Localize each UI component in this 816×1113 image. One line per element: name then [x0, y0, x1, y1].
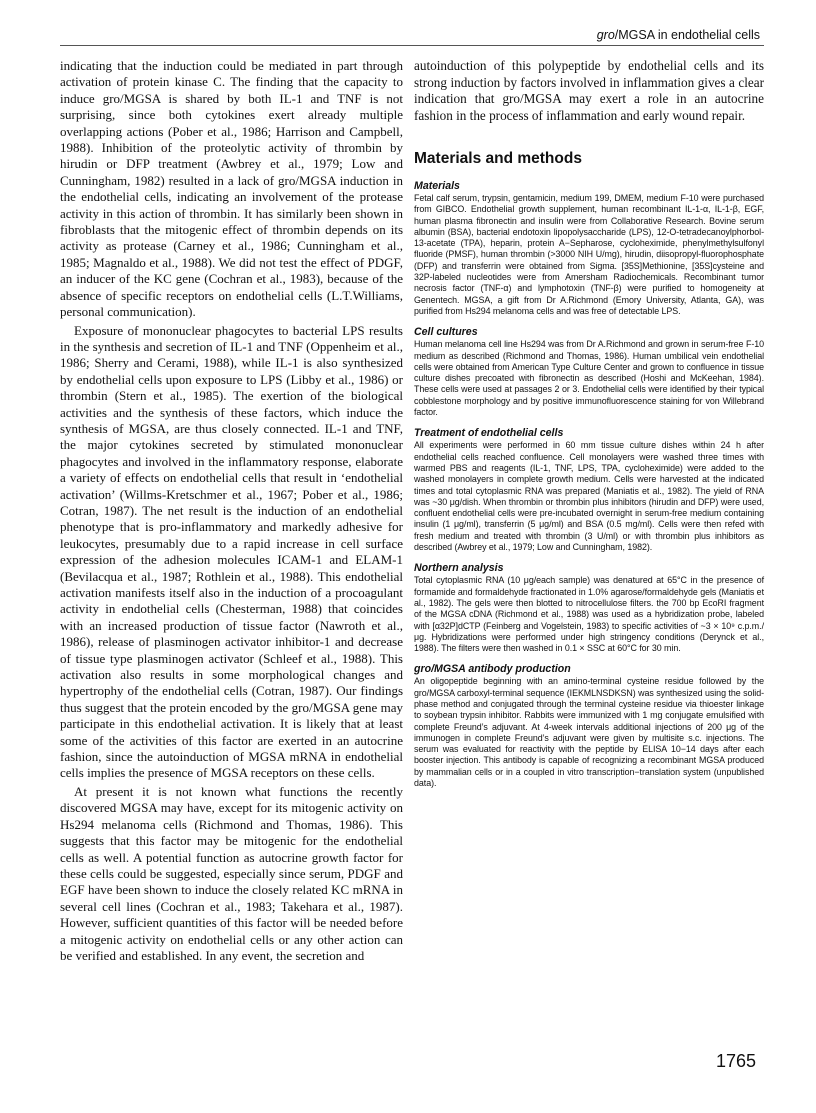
subsection-heading: Cell cultures [414, 326, 478, 339]
lead-paragraph: autoinduction of this polypeptide by endothelial cells and its strong induction by factors involved in inflammation gives a clear indication that gro/MGSA may exert a role in an autocrine fashion in the process of inflammation and early wound repair. [414, 58, 764, 123]
left-column [60, 58, 403, 964]
running-head [597, 28, 760, 42]
subsection-heading: Materials [414, 180, 460, 192]
subsection-heading: gro/MGSA antibody production [414, 663, 571, 676]
paragraph: At present it is not known what functions the recently discovered MGSA may have, except for its mitogenic activity on Hs294 melanoma cells (Richmond and Thomas, 1986). This suggests that this factor may be mitogenic for the endothelial cells as well. A potential function as autocrine growth factor for these cells could be suggested, especially since serum, PDGF and EGF have been shown to induce the closely related KC mRNA in several cell lines (Cochran et al., 1983; Takehara et al., 1987). However, sufficient quantities of this factor will be needed before a mitogenic activity on endothelial cells or any other action can be verified and established. In any event, the secretion and [60, 783, 403, 963]
running-head-rest: /MGSA in endothelial cells [614, 28, 760, 42]
header-rule [60, 45, 764, 46]
running-head-italic: gro [596, 28, 615, 42]
subsection-text: All experiments were performed in 60 mm tissue culture dishes within 24 h after endothelial cells reached confluence. Cell monolayers were washed three times with warmed PBS and reagents (IL-1, TNF, LPS, TPA, cycloheximide) were added to the washed monolayers in complete growth medium. Cells were harvested at the indicated times and total cytoplasmic RNA was prepared (Maniatis et al., 1982). The yield of RNA was ~30 μg/dish. When thrombin or thrombin plus inhibitors (hirudin and DFP) were used, confluent endothelial cells were pre-incubated overnight in serum-free medium containing insulin (1 μg/ml), transferrin (5 μg/ml) and BSA (0.5 mg/ml). Cells were then refed with fresh medium and treated with thrombin (3 U/ml) or with thrombin plus inhibitors as described (Awbrey et al., 1979; Low and Cunningham, 1982). [414, 440, 764, 553]
subsection-text: Human melanoma cell line Hs294 was from Dr A.Richmond and grown in serum-free F-10 medium as described (Richmond and Thomas, 1986). Human umbilical vein endothelial cells were obtained from American Type Culture Center and grown to confluence in tissue culture dishes precoated with fibronectin as described (Hoshi and McKeehan, 1984). These cells were used at passages 2 or 3. Endothelial cells were identified by their typical cobblestone morphology and by positive immunofluorescence staining for von Willebrand factor. [414, 339, 764, 418]
right-column [414, 58, 764, 789]
paragraph: Exposure of mononuclear phagocytes to bacterial LPS results in the synthesis and secretion of IL-1 and TNF (Oppenheim et al., 1986; Sherry and Cerami, 1988), while IL-1 is also synthesized by endothelial cells upon exposure to LPS (Libby et al., 1986) or thrombin (Stern et al., 1985). The exertion of the biological activities and the synthesis of these factors, which induce the synthesis of MGSA, are thus closely connected. IL-1 and TNF, the major cytokines secreted by stimulated mononuclear phagocytes and involved in the inflammatory response, elaborate a variety of effects on endothelial cells that result in ‘endothelial activation’ (Willms-Kretschmer et al., 1967; Pober et al., 1986; Cotran, 1987). The net result is the induction of an endothelial phenotype that is pro-inflammatory and markedly adhesive for leukocytes, presumably due to a rapid increase in cell surface expression of the adhesion molecules ICAM-1 and ELAM-1 (Bevilacqua et al., 1987; Rothlein et al., 1988). This endothelial activation manifests itself also in the induction of a procoagulant activity in endothelial cells (Chesterman, 1988) that coincides with an increased production of tissue factor (Nawroth et al., 1986), release of plasminogen activator inhibitor-1 and decrease of tissue type plasminogen activator (Schleef et al., 1988). This activation also results in some morphological changes and hypertrophy of the endothelial cells (Cotran, 1987). Our findings thus suggest that the protein encoded by the gro/MGSA gene may participate in this endothelial activation. It is likely that at least some of the activities of this factor are exerted in an autocrine fashion, since the autoinduction of MGSA mRNA in endothelial cells implies the presence of MGSA receptors on these cells. [60, 322, 403, 781]
subsection-heading: Northern analysis [414, 562, 504, 575]
subsection-text: An oligopeptide beginning with an amino-terminal cysteine residue followed by the gro/MGSA carboxyl-terminal sequence (IEKMLNSDKSN) was synthesized using the solid-phase method and conjugated through the terminal cysteine residue via thioester linkage to soybean trypsin inhibitor. Rabbits were immunized with 1 mg conjugate emulsified with complete Freund’s adjuvant. At 4-week intervals additional injections of 200 μg of the immunogen in complete Freund’s adjuvant were given by multisite s.c. injections. The serum was evaluated for reactivity with the peptide by ELISA 10−14 days after each booster injection. This antibody is capable of recognizing a recombinant MGSA produced by mammalian cells or in a coupled in vitro transcription−translation system (unpublished data). [414, 676, 764, 789]
section-title: Materials and methods [414, 150, 582, 167]
subsection-heading: Treatment of endothelial cells [414, 427, 564, 440]
subsection-text: Fetal calf serum, trypsin, gentamicin, medium 199, DMEM, medium F-10 were purchased from GIBCO. Endothelial growth supplement, human recombinant IL-1-α, IL-1-β, EGF, human plasma fibronectin and insulin were from Collaborative Research. Bovine serum albumin (BSA), bacterial endotoxin lipopolysaccharide (LPS), 12-O-tetradecanoylphorbol-13-acetate (TPA), heparin, protein A−Sepharose, cycloheximide, phenylmethylsulfonyl fluoride (PMSF), human thrombin (>3000 NIH U/mg), hirudin, diisopropyl-fluorophosphate (DFP) and transferrin were obtained from Sigma. [35S]Methionine, [35S]cysteine and 32P-labeled nucleotides were from Amersham Radiochemicals. Recombinant tumor necrosis factor (TNF-α) and lymphotoxin (TNF-β) were purified to homogeneity at Genentech. MGSA, a gift from Dr A.Richmond (Emory University, Atlanta, GA), was purified from Hs294 melanoma cells and was free of detectable LPS. [414, 193, 764, 316]
subsection-text: Total cytoplasmic RNA (10 μg/each sample) was denatured at 65°C in the presence of formamide and formaldehyde fractionated in 1.0% agarose/formaldehyde gels (Maniatis et al., 1982). The gels were then blotted to nitrocellulose filters. the 700 bp EcoRI fragment of the MGSA cDNA (Richmond et al., 1988) was used as a hybridization probe, labeled with [α32P]dCTP (Feinberg and Vogelstein, 1983) to specific activities of ~3 × 10⁹ c.p.m./μg. Hybridizations were performed under high stringency conditions (Derynck et al., 1988). The filters were then washed in 0.1 × SSC at 60°C for 30 min. [414, 575, 764, 654]
paragraph: indicating that the induction could be mediated in part through activation of protein kinase C. The finding that the capacity to induce gro/MGSA is shared by both IL-1 and TNF is not surprising, since both cytokines exert already multiple overlapping actions (Pober et al., 1986; Harrison and Campbell, 1988). Inhibition of the proteolytic activity of thrombin by hirudin or DFP treatment (Awbrey et al., 1979; Low and Cunningham, 1982) resulted in a lack of gro/MGSA induction in the endothelial cells, indicating an involvement of the protease activity in this action of thrombin. It has similarly been shown in fibroblasts that the mitogenic effect of thrombin depends on its activity as protease (Carney et al., 1986; Cunningham et al., 1985; Magnaldo et al., 1988). We did not test the effect of PDGF, an inducer of the KC gene (Cochran et al., 1983), because of the absence of specific receptors on endothelial cells (L.T.Williams, personal communication). [60, 58, 403, 320]
page-number: 1765 [715, 1051, 756, 1071]
